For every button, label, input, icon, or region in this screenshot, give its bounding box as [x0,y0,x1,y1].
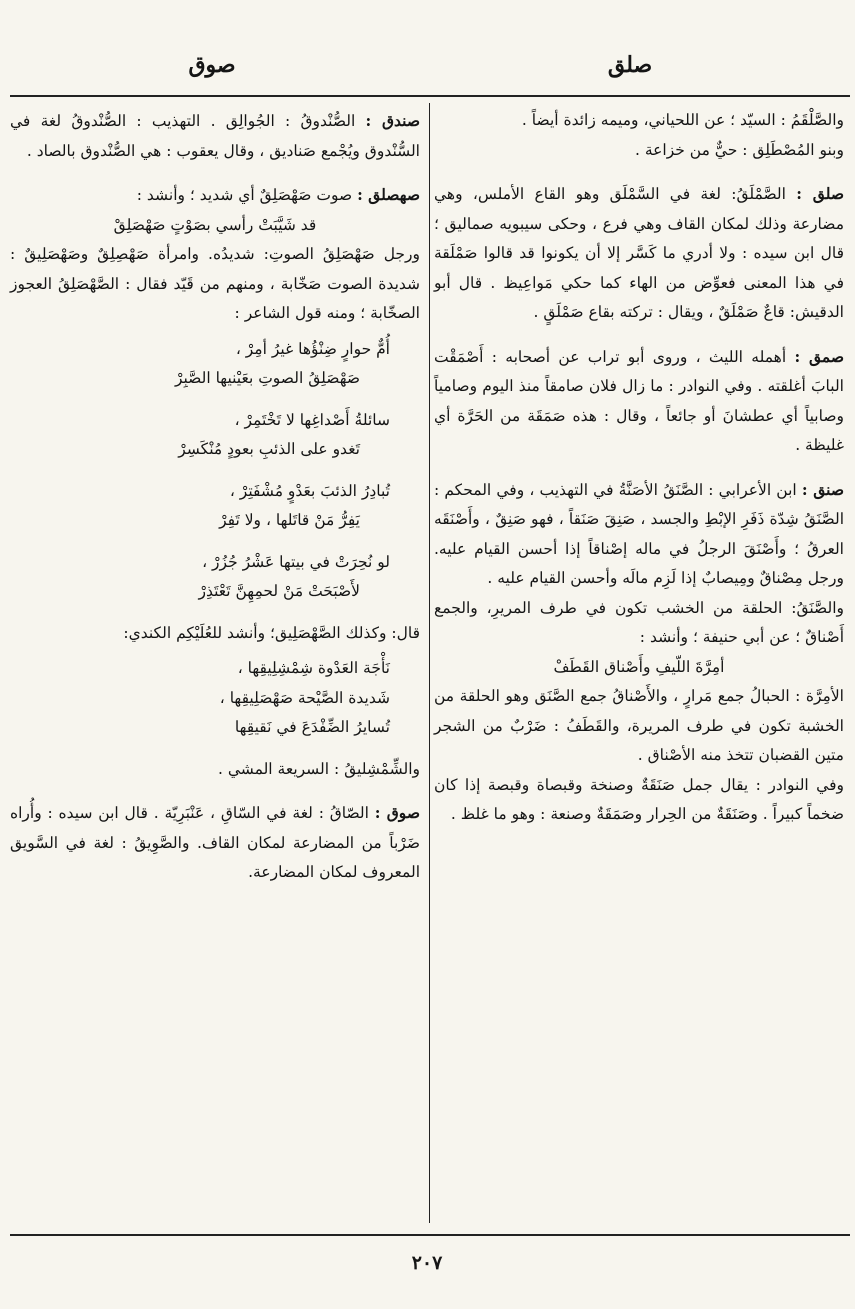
entry-text: وفي النوادر : يقال جمل صَنَقَةٌ وصنخة وقبصاة وقبصة إذا كان ضخماً كبيراً . وصَنَقَةٌ من الحِرار وصَمَقَةٌ وصنعة : وهو ما غلظ . [434,775,844,823]
page-number: ٢٠٧ [411,1252,443,1274]
entry-text: والشِّمْشِليقُ : السريعة المشي . [218,759,420,778]
entry-text: والصَّلْقَمُ : السيّد ؛ عن اللحياني، وميمه زائدة أيضاً . [521,111,844,129]
poem-line: لو نُحِرَتْ في بيتها عَشْرُ جُزُرْ ، [202,552,390,571]
entry-salq [434,179,844,328]
poem-line: لأَصْبَحَتْ مَنْ لحمِهِنَّ تَعْتَذِرْ [198,582,360,600]
verse-line: أمِرَّةَ اللّيفِ وأَصْناق القَطَفْ [553,657,725,676]
headword: صلق : [796,184,844,203]
entry-sundaq [10,106,420,166]
poem-line: تَغدو على الذئبِ بعودٍ مُنْكَسِرْ [178,440,360,458]
entry-text: صوت صَهْصَلِقٌ أي شديد ؛ وأنشد : [136,186,353,204]
entry-sanaq [434,475,844,830]
poem [10,406,420,465]
entry-samq [434,342,844,461]
entry-text: ورجل صَهْصَلِقُ الصوتِ: شديدُه. وامرأة صَهْصِلِقٌ وصَهْصَلِيقٌ : شديدة الصوت صَخّابة ، ومنهم من قَيّد فقال : الصَّهْصَلِقُ العجوز الصخّابة ؛ ومنه قول الشاعر : [10,245,420,322]
entry-text: أهمله الليث ، وروى أبو تراب عن أصحابه : أَصْمَقْت البابَ أغلقته . وفي النوادر : ما زال فلان صامقاً منذ اليوم وصامياً وصابياً أي عطشانَ أو جائعاً ، وقال : هذه صَمَقَة من الحَرَّة أي غليظة . [434,347,844,454]
poem-line: صَهْصَلِقُ الصوتِ بعَيْنيها الصَّبِرْ [174,369,360,387]
bottom-rule [10,1234,850,1236]
entry-text: والصَّنَقُ: الحلقة من الخشب تكون في طرف المريرِ، والجمع أَصْناقٌ ؛ عن أبي حنيفة ؛ وأنشد : [434,598,844,646]
headword: صمق : [794,346,844,366]
entry-text: وبنو المُصْطَلِق : حيٌّ من خزاعة . [634,140,844,159]
poem-line: تُبادِرُ الذئبَ بعَدْوٍ مُشْفَتِرْ ، [229,481,390,500]
headword: صوق : [374,803,420,822]
headword: صندق : [365,111,420,130]
poem-line: شَديدة الصَّيْحة صَهْصَلِيقِها ، [219,688,390,707]
poem-line: نَأْجَة العَدْوة شِمْشِلِيقِها ، [237,659,390,677]
headword: صنق : [801,479,844,499]
left-column [10,106,420,894]
poem [10,654,420,743]
top-rule [10,95,850,97]
poem-line: يَفِرُّ مَنْ قاتَلها ، ولا تَفِرْ [219,511,360,529]
column-divider [429,103,430,1223]
entry-sahsalaq [10,180,420,784]
entry-text: الأمِرَّة : الحبالُ جمع مَرارٍ ، والأَصْناقُ جمع الصَّنَق وهو الحلقة من الخشبة تكون في طرف المريرة، والقَطَفُ : ضَرْبٌ من الشجر متين القضبان تتخذ منه الأصْناق . [434,687,844,764]
entry-text: الصّاقُ : لغة في السّاقِ ، عَنْبَرِيّة . قال ابن سيده : وأُراه ضَرْباً من المضارعة لمكان القاف. والصَّوِيقُ : لغة في السَّويق المعروف لمكان المضارعة. [10,804,420,881]
headword: صهصلق : [357,185,420,204]
running-header-right: صلق [607,52,653,78]
poem [10,335,420,394]
poem [10,548,420,607]
entry-sawq [10,798,420,888]
entry-text: قال: وكذلك الصَّهْصَلِيق؛ وأنشد للعُلَيْكِم الكندي: [123,623,420,642]
running-header-left: صوق [188,52,236,78]
right-column [434,106,844,836]
poem-line: سائلةُ أَصْداغِها لا تَخْتَمِرْ ، [234,410,390,429]
poem-line: تُسايرُ الضِّفْدَعَ في نَقيقِها [234,718,390,736]
entry-text: الصُّنْدوقُ : الجُوالِق . التهذيب : الصُّنْدوقُ لغة في السُّنْدوق ويُجْمع صَناديق ، وقال يعقوب : هي الصُّنْدوق بالصاد . [10,112,420,160]
entry-text: ابن الأعرابي : الصَّنَقُ الأصَنَّةُ في التهذيب ، وفي المحكم : الصَّنَقُ شِدّة ذَفَرِ الإبْطِ والجسد ، صَنِقَ صَنَقاً ، فهو صَنِقٌ ، وأَصْنَقَه العرقُ ؛ وأَصْنَقَ الرجلُ في ماله إصْناقاً إذا أحسن القيام عليه. ورجل مِصْناقٌ ومِيصابٌ إذا لَزِم مالَه وأحسن القيام عليه . [434,480,844,587]
entry-text: الصَّمْلَقُ: لغة في السَّمْلَق وهو القاع الأملس، وهي مضارعة وذلك لمكان القاف وهي فرع ، وحكى سيبويه صماليق ؛ قال ابن سيده : ولا أدري ما كَسَّر إلا أن يكونوا قد قالوا صَمْلَقة في هذا المعنى فعوِّض من الهاء كما حكي مَواعِيظ . قال أبو الدقيش: قاعٌ صَمْلَقٌ ، ويقال : تركته بقاع صَمْلَقٍ . [434,185,844,321]
verse-line: قد شَيَّبَتْ رأسي بصَوْتٍ صَهْصَلِقْ [113,215,317,234]
poem-line: أُمٌّ حوارٍ ضِنْؤُها غيرُ أمِرْ ، [235,339,390,358]
poem [10,477,420,536]
